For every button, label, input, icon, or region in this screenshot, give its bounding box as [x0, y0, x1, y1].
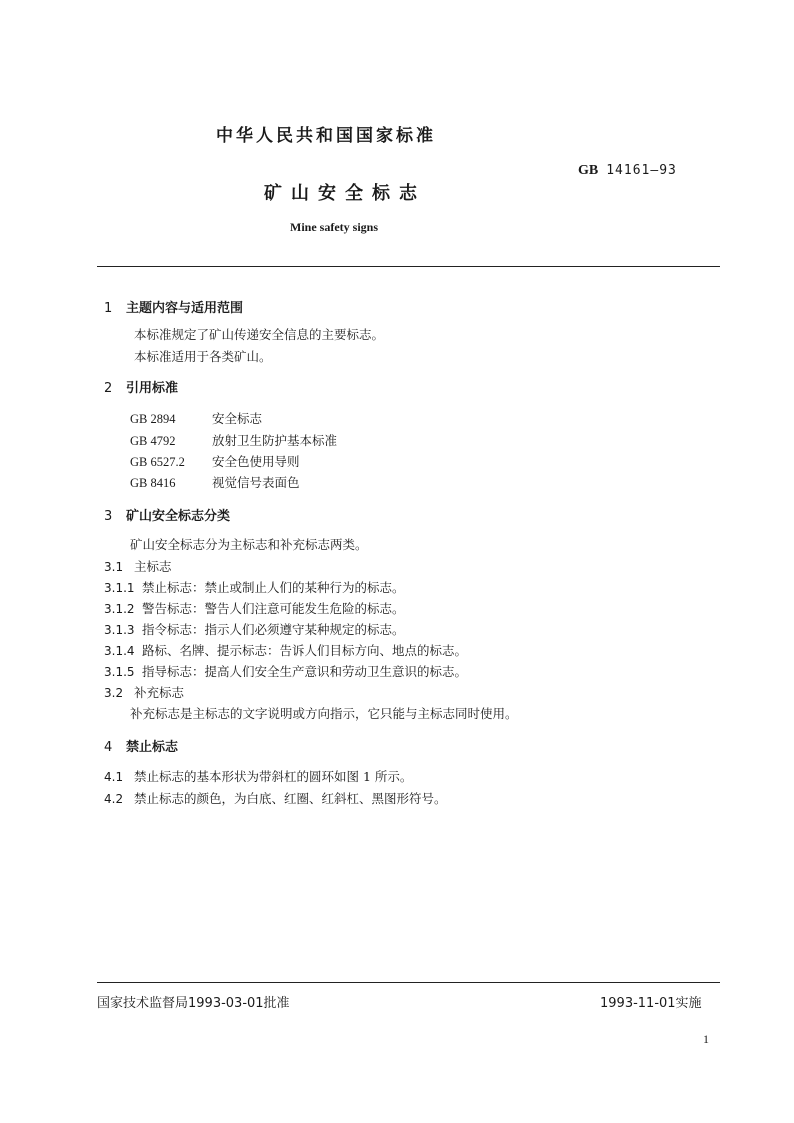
paragraph: 补充标志是主标志的文字说明或方向指示，它只能与主标志同时使用。	[130, 706, 518, 721]
subsection-item	[104, 620, 405, 638]
standard-code	[578, 162, 677, 179]
reference-title: 视觉信号表面色	[212, 475, 300, 490]
section-number: 3	[104, 509, 113, 524]
subsection-text: 指导标志：提高人们安全生产意识和劳动卫生意识的标志。	[142, 664, 468, 679]
reference-item	[130, 473, 300, 491]
subsection-item	[104, 578, 405, 596]
subsection-text: 禁止标志的基本形状为带斜杠的圆环如图 1 所示。	[134, 769, 413, 784]
subsection-number: 3.1.2	[104, 602, 135, 616]
section-1-heading	[104, 297, 243, 316]
section-title: 禁止标志	[126, 740, 179, 755]
subsection-number: 3.1.1	[104, 581, 135, 595]
subsection-item	[104, 767, 412, 785]
national-standard-heading: 中华人民共和国国家标准	[216, 126, 436, 146]
footer-divider	[97, 982, 720, 983]
reference-code: GB 8416	[130, 476, 176, 490]
section-number: 1	[104, 301, 113, 316]
section-title: 主题内容与适用范围	[126, 301, 244, 316]
subsection-item	[104, 662, 467, 680]
subsection-number: 3.2	[104, 686, 124, 700]
subsection-item	[104, 599, 405, 617]
subsection-number: 3.1	[104, 560, 124, 574]
reference-item	[130, 431, 337, 449]
subsection-text: 禁止标志的颜色，为白底、红圈、红斜杠、黑图形符号。	[134, 791, 447, 806]
subsection-number: 3.1.3	[104, 623, 135, 637]
reference-title: 安全色使用导则	[212, 454, 300, 469]
page-number: 1	[703, 1032, 709, 1046]
reference-code: GB 6527.2	[130, 455, 185, 469]
standard-prefix: GB	[578, 163, 599, 178]
reference-code: GB 4792	[130, 434, 176, 448]
paragraph: 矿山安全标志分为主标志和补充标志两类。	[130, 537, 368, 552]
subsection-item	[104, 557, 172, 575]
reference-item	[130, 409, 262, 427]
subsection-number: 3.1.4	[104, 644, 135, 658]
subsection-number: 4.1	[104, 770, 124, 784]
reference-item	[130, 452, 300, 470]
subsection-number: 3.1.5	[104, 665, 135, 679]
document-subtitle: Mine safety signs	[290, 220, 378, 234]
reference-title: 放射卫生防护基本标准	[212, 433, 338, 448]
approval-date: 国家技术监督局1993-03-01批准	[97, 996, 290, 1011]
subsection-item	[104, 641, 467, 659]
subsection-text: 禁止标志：禁止或制止人们的某种行为的标志。	[142, 580, 405, 595]
section-title: 引用标准	[126, 381, 179, 396]
section-title: 矿山安全标志分类	[126, 509, 231, 524]
subsection-text: 路标、名牌、提示标志：告诉人们目标方向、地点的标志。	[142, 643, 468, 658]
reference-title: 安全标志	[212, 411, 263, 426]
section-number: 2	[104, 381, 113, 396]
section-number: 4	[104, 740, 113, 755]
subsection-text: 警告标志：警告人们注意可能发生危险的标志。	[142, 601, 405, 616]
subsection-item	[104, 683, 184, 701]
reference-code: GB 2894	[130, 412, 176, 426]
section-4-heading	[104, 736, 178, 755]
implementation-date: 1993-11-01实施	[600, 996, 702, 1011]
subsection-number: 4.2	[104, 792, 124, 806]
document-title: 矿山安全标志	[264, 183, 426, 204]
paragraph: 本标准规定了矿山传递安全信息的主要标志。	[134, 327, 385, 342]
standard-number: 14161—93	[606, 163, 677, 178]
subsection-text: 补充标志	[134, 685, 185, 700]
subsection-text: 主标志	[134, 559, 172, 574]
section-3-heading	[104, 505, 230, 524]
section-2-heading	[104, 377, 178, 396]
paragraph: 本标准适用于各类矿山。	[134, 349, 272, 364]
header-divider	[97, 266, 720, 267]
subsection-item	[104, 789, 447, 807]
subsection-text: 指令标志：指示人们必须遵守某种规定的标志。	[142, 622, 405, 637]
